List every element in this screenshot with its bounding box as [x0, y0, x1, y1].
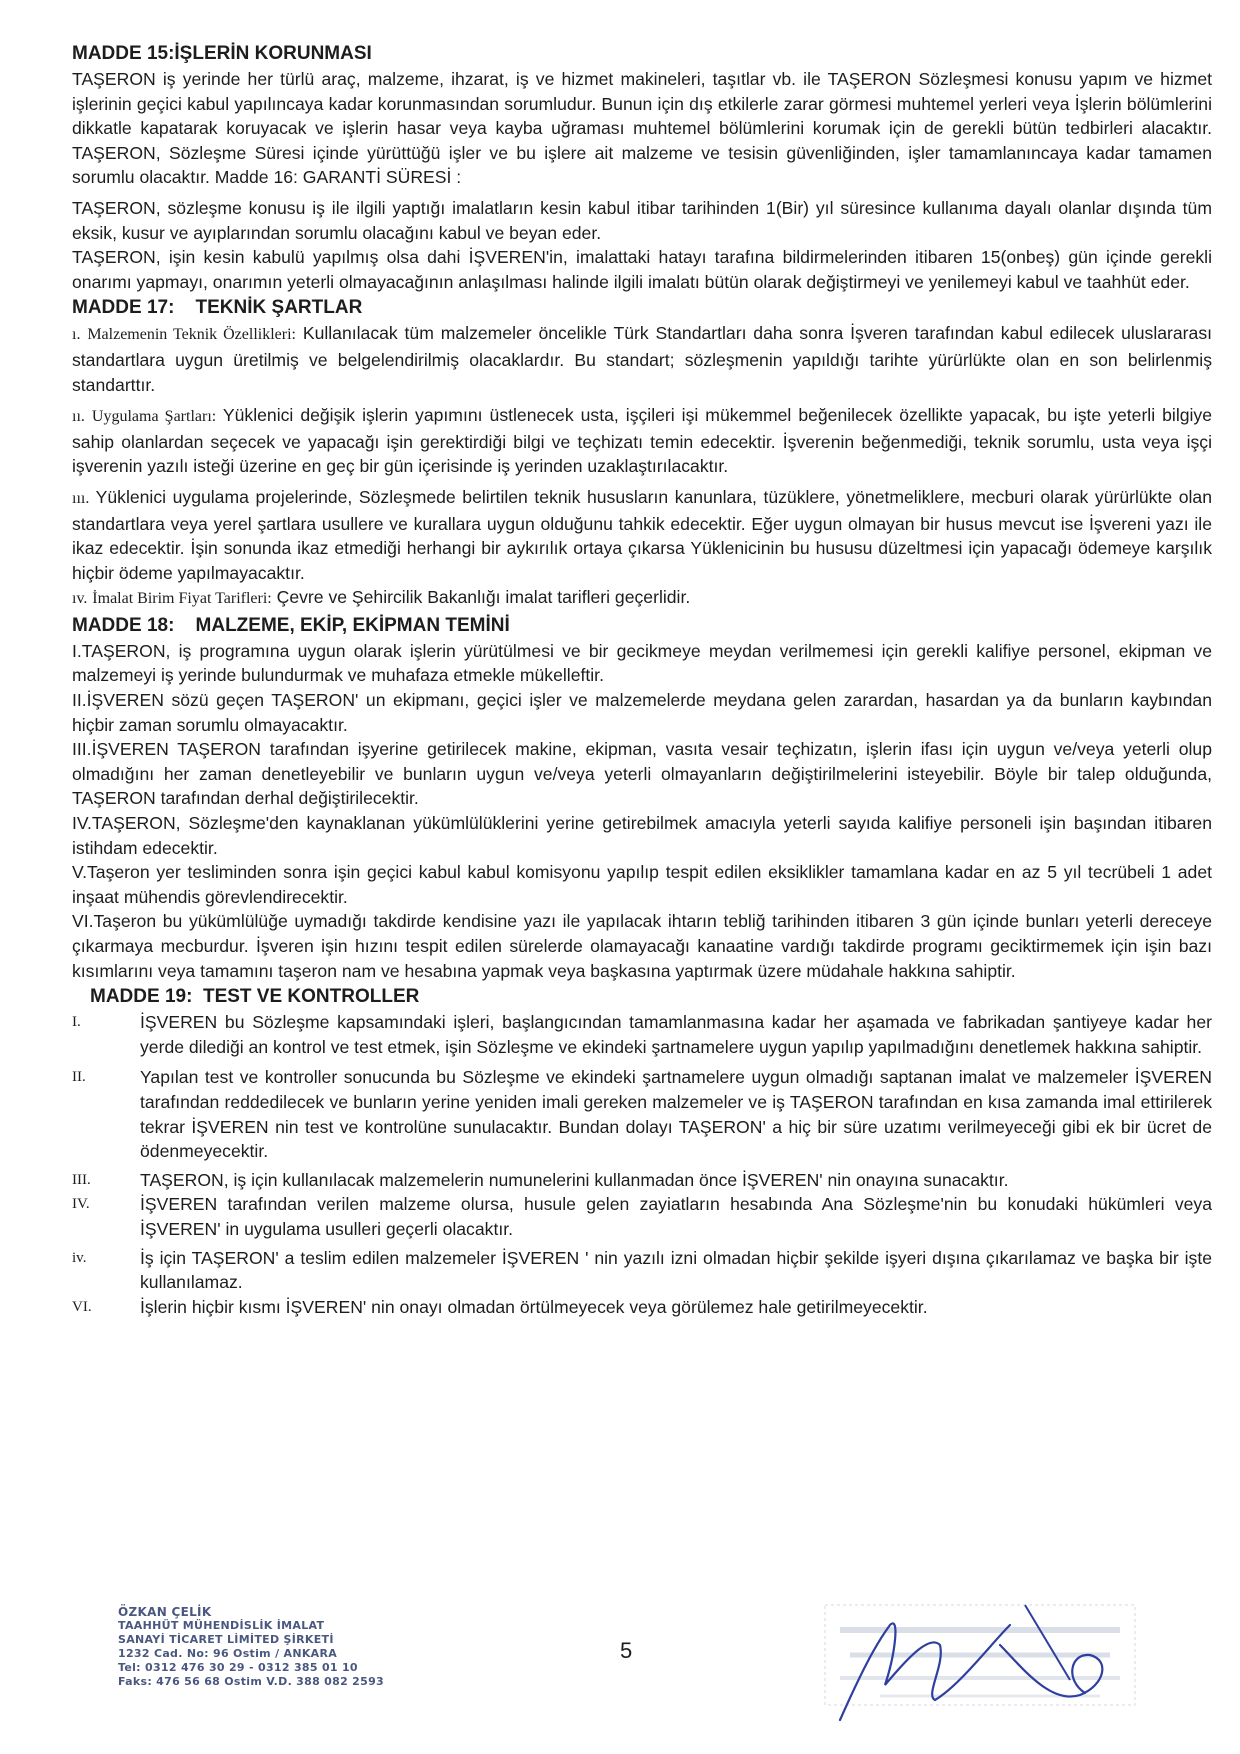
- madde-19-list: [72, 1010, 1212, 1319]
- list-item: VI.Taşeron bu yükümlülüğe uymadığı takdirde kendisine yazı ile yapılacak ihtarın tebliğ tarihinden itibaren 3 gün içinde bunları yeterli dereceye çıkarmaya mecburdur. İşveren işin hızını tespit edilen sürelerde olamayacağı kanaatine vardığı takdirde programı geciktirmemek için işin bazı kısımlarını veya tamamını taşeron nam ve hesabına yapmak veya başkasına yaptırmak üzere müdahale hakkına sahiptir.: [72, 911, 1212, 981]
- madde-17-heading: MADDE 17: TEKNİK ŞARTLAR: [72, 297, 363, 319]
- list-item: II.İŞVEREN sözü geçen TAŞERON' un ekipmanı, geçici işler ve malzemelerde meydana gelen zarardan, hasardan ya da bunların kaybından hiçbir zaman sorumlu olmayacaktır.: [72, 690, 1212, 735]
- list-item: ıv. İmalat Birim Fiyat Tarifleri: Çevre ve Şehircilik Bakanlığı imalat tarifleri geçerlidir.: [72, 587, 691, 608]
- list-item: III.İŞVEREN TAŞERON tarafından işyerine getirilecek makine, ekipman, vasıta vesair teçhizatın, işlerin ifası için uygun ve/veya yeterli olup olmadığını her zaman denetleyebilir ve bunların uygun ve/veya yeterli olmayanların değiştirilmelerini isteyebilir. Böyle bir talep olduğunda, TAŞERON tarafından derhal değiştirilecektir.: [72, 739, 1212, 809]
- document-page: [72, 40, 1212, 1319]
- signature-icon: [830, 1585, 1120, 1735]
- list-item: ııı. Yüklenici uygulama projelerinde, Sözleşmede belirtilen teknik hususların kanunlara, tüzüklere, yönetmeliklere, mecburi olarak yürürlükte olan standartlara veya yerel şartlara usullere ve kurallara uygun olduğunu tahkik edecektir. Eğer uygun olmayan bir husus mevcut ise İşvereni yazı ile ikaz edecektir. İşin sonunda ikaz etmediği herhangi bir aykırılık ortaya çıkarsa Yüklenicinin bu hususu düzeltmesi için yapacağı ödemeye karşılık hiçbir ödeme yapılmayacaktır.: [72, 486, 1212, 583]
- madde-18-list: [72, 639, 1212, 983]
- madde-19-heading: MADDE 19: TEST VE KONTROLLER: [90, 986, 420, 1008]
- list-item: IV.TAŞERON, Sözleşme'den kaynaklanan yükümlülüklerini yerine getirebilmek amacıyla yeterli sayıda kalifiye personeli işin başından itibaren istihdam edecektir.: [72, 813, 1212, 858]
- list-item: V.Taşeron yer tesliminden sonra işin geçici kabul kabul komisyonu yapılıp tespit edilen eksiklikler tamamlana kadar en az 5 yıl tecrübeli 1 adet inşaat mühendis görevlendirecektir.: [72, 862, 1212, 907]
- list-item: IV. İŞVEREN tarafından verilen malzeme olursa, husule gelen zayiatların hesabında Ana Sözleşme'nin bu konudaki hükümleri veya İŞVEREN' in uygulama usulleri geçerli olacaktır.: [72, 1194, 1212, 1239]
- company-stamp: ÖZKAN ÇELİK TAAHHÜT MÜHENDİSLİK İMALAT SANAYİ TİCARET LİMİTED ŞİRKETİ 1232 Cad. No: 96 Ostim / ANKARA Tel: 0312 476 30 29 - 0312 385 01 10 Faks: 476 56 68 Ostim V.D. 388 082 2593: [118, 1605, 384, 1688]
- list-item: III. TAŞERON, iş için kullanılacak malzemelerin numunelerini kullanmadan önce İŞVEREN' nin onayına sunacaktır.: [72, 1169, 1009, 1190]
- list-item: VI. İşlerin hiçbir kısmı İŞVEREN' nin onayı olmadan örtülmeyecek veya görülemez hale getirilmeyecektir.: [72, 1296, 928, 1317]
- list-item: II. Yapılan test ve kontroller sonucunda bu Sözleşme ve ekindeki şartnamelere uygun olmadığı saptanan imalat ve malzemeler İŞVEREN tarafından reddedilecek ve bunların yerine yeniden imali gereken malzemeler ve iş TAŞERON tarafından en kısa zamanda imal ettirilerek tekrar İŞVEREN nin test ve kontrolüne sunulacaktır. Bundan dolayı TAŞERON' a hiç bir süre uzatımı verilmeyeceği gibi ek bir ücret de ödenmeyecektir.: [72, 1067, 1212, 1162]
- list-item: iv. İş için TAŞERON' a teslim edilen malzemeler İŞVEREN ' nin yazılı izni olmadan hiçbir şekilde işyeri dışına çıkarılamaz ve başka bir işte kullanılamaz.: [72, 1247, 1212, 1293]
- page-number: 5: [620, 1638, 633, 1663]
- list-item: ıı. Uygulama Şartları: Yüklenici değişik işlerin yapımını üstlenecek usta, işçileri işi mükemmel beğenilecek özellikte yapacak, bu işte yeterli bilgiye sahip olanlardan seçecek ve yapacağı işin gerektirdiği bilgi ve teçhizatı temin edecektir. İşverenin beğenmediği, teknik sorumlu, usta veya işçi işverenin yazılı isteği üzerine en geç bir gün içerisinde iş yerinden uzaklaştırılacaktır.: [72, 405, 1213, 477]
- madde-18-heading: MADDE 18: MALZEME, EKİP, EKİPMAN TEMİNİ: [72, 614, 510, 636]
- madde-17-list: [72, 321, 1212, 612]
- list-item: I.TAŞERON, iş programına uygun olarak işlerin yürütülmesi ve bir gecikmeye meydan verilmemesi için gerekli kalifiye personel, ekipman ve malzemeyi iş yerinde bulundurmak ve muhafaza etmekle mükelleftir.: [72, 640, 1212, 686]
- madde-16-paragraph-1: TAŞERON, sözleşme konusu iş ile ilgili yaptığı imalatların kesin kabul itibar tarihinden 1(Bir) yıl süresince kullanıma dayalı olanlar dışında tüm eksik, kusur ve ayıplarından sorumlu olacağını kabul ve beyan eder.: [72, 197, 1212, 243]
- madde-15-heading: MADDE 15:İŞLERİN KORUNMASI: [72, 43, 372, 64]
- madde-16-paragraph-2: TAŞERON, işin kesin kabulü yapılmış olsa dahi İŞVEREN'in, imalattaki hatayı tarafına bildirmelerinden itibaren 15(onbeş) gün içinde gerekli onarımı yapmayı, onarımın yeterli olmayacağının anlaşılması halinde ilgili imalatı bütün olarak değiştirmeyi ve yenilemeyi kabul ve taahhüt eder.: [72, 247, 1212, 292]
- madde-15-body: TAŞERON iş yerinde her türlü araç, malzeme, ihzarat, iş ve hizmet makineleri, taşıtlar vb. ile TAŞERON Sözleşmesi konusu yapım ve hizmet işlerinin geçici kabul yapılıncaya kadar korunmasından sorumludur. Bunun için dış etkilerle zarar görmesi muhtemel yerleri veya İşlerin bölümlerini dikkatle kapatarak koruyacak ve işlerin hasar veya kayba uğraması muhtemel bölümlerini korumak için de gerekli bütün tedbirleri alacaktır. TAŞERON, Sözleşme Süresi içinde yürüttüğü işler ve bu işlere ait malzeme ve tesisin güvenliğinden, işler tamamlanıncaya kadar tamamen sorumlu olacaktır. Madde 16: GARANTİ SÜRESİ :: [72, 69, 1212, 188]
- list-item: I. İŞVEREN bu Sözleşme kapsamındaki işleri, başlangıcından tamamlanmasına kadar her aşamada ve fabrikadan şantiyeye kadar her yerde dilediği an kontrol ve test etmek, işin Sözleşme ve ekindeki şartnamelere uygun yapılıp yapılmadığını denetlemek hakkına sahiptir.: [72, 1012, 1212, 1057]
- list-item: ı. Malzemenin Teknik Özellikleri: Kullanılacak tüm malzemeler öncelikle Türk Standartları daha sonra İşveren tarafından kabul edilecek uluslararası standartlara uygun üretilmiş ve belgelendirilmiş olacaklardır. Bu standart; sözleşmenin yapıldığı tarihte yürürlükte olan en son belirlenmiş standarttır.: [72, 323, 1213, 395]
